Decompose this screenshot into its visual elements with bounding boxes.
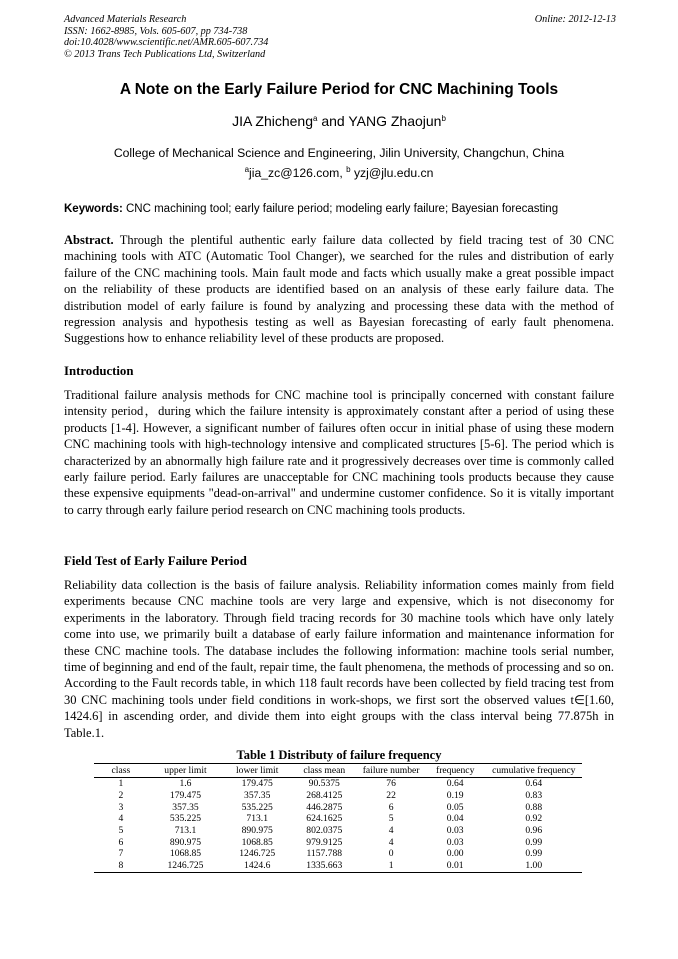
table-cell: 0.04 <box>446 813 464 825</box>
table-cell: 802.0375 <box>306 825 343 837</box>
email-b-sup: b <box>346 165 351 174</box>
table-cell: 890.975 <box>169 836 202 848</box>
table-cell: 0.99 <box>525 836 543 848</box>
table-caption: Table 1 Distributy of failure frequency <box>236 748 442 762</box>
col-class: class <box>94 764 148 778</box>
table-row <box>94 825 582 837</box>
table-row <box>94 790 582 802</box>
table-cell: 713.1 <box>174 825 197 837</box>
abstract-label: Abstract. <box>64 233 114 247</box>
table-cell: 0.01 <box>425 860 486 872</box>
table-cell: 2 <box>118 790 124 802</box>
keywords-text: CNC machining tool; early failure period; modeling early failure; Bayesian forecasting <box>122 203 559 215</box>
journal-name: Advanced Materials Research <box>64 14 187 25</box>
table-cell: 0.64 <box>446 778 464 790</box>
table-row <box>94 860 582 872</box>
table-row <box>94 813 582 825</box>
email-line <box>0 166 678 180</box>
table-cell: 890.975 <box>241 825 273 837</box>
table-cell: 4 <box>388 825 394 837</box>
table-cell: 5 <box>388 813 394 825</box>
col-cumulative-frequency: cumulative frequency <box>486 764 582 778</box>
table-cell: 1068.85 <box>169 848 202 860</box>
table-header-row <box>94 764 582 778</box>
table-cell: 1068.85 <box>241 836 273 848</box>
author-line <box>0 113 678 129</box>
table-cell: 1335.663 <box>291 860 357 872</box>
col-frequency: frequency <box>425 764 486 778</box>
author-jia-sup: a <box>313 114 318 123</box>
author-yang-sup: b <box>441 114 446 123</box>
col-upper-limit: upper limit <box>148 764 223 778</box>
keywords <box>64 203 624 215</box>
table-cell: 90.5375 <box>308 778 340 790</box>
table-cell: 0.00 <box>446 848 464 860</box>
table-cell: 0.99 <box>525 848 543 860</box>
col-class-mean: class mean <box>291 764 357 778</box>
table-cell: 535.225 <box>169 813 202 825</box>
table-cell: 624.1625 <box>306 813 343 825</box>
table-cell: 7 <box>118 848 124 860</box>
table-cell: 1246.725 <box>239 848 276 860</box>
table-cell: 1246.725 <box>148 860 223 872</box>
table-cell: 1.00 <box>486 860 582 872</box>
table-cell: 0.83 <box>525 790 543 802</box>
table-cell: 8 <box>94 860 148 872</box>
table-cell: 76 <box>386 778 396 790</box>
author-and: and <box>317 113 349 129</box>
table-cell: 357.35 <box>244 790 271 802</box>
journal-header <box>64 14 616 60</box>
introduction-paragraph: Traditional failure analysis methods for CNC machine tool is principally concerned with constant failure intensity period，during which the failure intensity is approximately constant after a period of using these products [1-4]. However, a significant number of failures often occur in initial phase of using these modern CNC machining tools with high-technology intensive and complicated structures [5-6]. The period which is characterized by an abnormally high failure rate and it progressively decreases over time is commonly called early failure period. Early failures are unacceptable for CNC machining tools products because they cause these expensive equipments "dead-on-arrival" and undermine customer confidence. So it is vitally important to carry through early failure period research on CNC machining tools products. <box>64 388 614 517</box>
field-test-paragraph: Reliability data collection is the basis of failure analysis. Reliability information comes mainly from field experiments because CNC machine tools are very large and expensive, which is not diseconomy for experiments in the laboratory. Through field tracing records for 30 machine tools which have only lately come into use, we primarily built a database of early failure information and maintenance information for these CNC machine tools. The database includes the following information: machine tools serial number, time of beginning and end of the fault, repair time, the fault phenomena, the methods of processing and so on. According to the Fault records table, in which 118 fault records have been collected by field tracing test from 30 CNC machining tools under field conditions in work-shops, we first sort the observed values t∈[1.60, 1424.6] in ascending order, and divide them into eight groups with the class interval being 77.875h in Table.1. <box>64 578 614 740</box>
table-cell: 5 <box>118 825 124 837</box>
table-cell: 0.96 <box>525 825 543 837</box>
table-cell: 0 <box>388 848 394 860</box>
table-cell: 1424.6 <box>223 860 291 872</box>
table-cell: 0.19 <box>446 790 464 802</box>
table-cell: 713.1 <box>246 813 268 825</box>
paper-title: A Note on the Early Failure Period for CNC Machining Tools <box>119 81 559 98</box>
table-cell: 1 <box>118 778 124 790</box>
affiliation: College of Mechanical Science and Engineering, Jilin University, Changchun, China <box>113 146 565 160</box>
table-cell: 6 <box>388 801 394 813</box>
journal-issn: ISSN: 1662-8985, Vols. 605-607, pp 734-738 <box>64 25 248 37</box>
failure-frequency-table <box>94 763 582 873</box>
table-cell: 6 <box>118 836 124 848</box>
table-cell: 1157.788 <box>306 848 343 860</box>
table-cell: 0.92 <box>525 813 543 825</box>
table-row <box>94 836 582 848</box>
field-test-heading: Field Test of Early Failure Period <box>64 554 247 568</box>
table-cell: 3 <box>118 801 124 813</box>
email-a-sup: a <box>244 165 250 174</box>
table-cell: 0.88 <box>525 801 543 813</box>
table-cell: 179.475 <box>241 778 273 790</box>
author-yang: YANG Zhaojun <box>348 113 442 129</box>
table-cell: 4 <box>118 813 124 825</box>
table-cell: 268.4125 <box>306 790 343 802</box>
introduction-heading: Introduction <box>64 364 134 378</box>
table-cell: 979.9125 <box>306 836 343 848</box>
abstract-text: Through the plentiful authentic early failure data collected by field tracing test of 30 CNC machining tools with ATC (Automatic Tool Changer), we searched for the rules and distribution of early failure of the CNC machining tools. Main fault mode and facts which usually make a great possible impact on the reliability of these products are identified based on an analysis of these early failure data. The distribution model of early failure is found by analyzing and processing these data with the method of regression analysis and hypothesis testing as well as Bayesian forecasting of early fault phenomena. Suggestions how to enhance reliability level of these products are proposed. <box>64 233 614 346</box>
table-cell: 1.6 <box>179 778 192 790</box>
email-a: jia_zc@126.com, <box>249 166 347 180</box>
table-cell: 535.225 <box>241 801 273 813</box>
table-cell: 1 <box>357 860 425 872</box>
table-cell: 0.64 <box>525 778 543 790</box>
table-cell: 446.2875 <box>306 801 343 813</box>
table-cell: 0.03 <box>446 825 464 837</box>
abstract <box>64 232 614 347</box>
journal-doi: doi:10.4028/www.scientific.net/AMR.605-607.734 <box>64 37 269 49</box>
table-cell: 0.05 <box>446 801 464 813</box>
table-cell: 179.475 <box>169 790 202 802</box>
email-b: yzj@jlu.edu.cn <box>350 166 434 180</box>
author-jia: JIA Zhicheng <box>232 113 313 129</box>
keywords-label: Keywords: <box>64 203 123 215</box>
col-failure-number: failure number <box>357 764 425 778</box>
table-cell: 4 <box>388 836 394 848</box>
table-cell: 22 <box>386 790 396 802</box>
table-cell: 357.35 <box>172 801 199 813</box>
online-date: Online: 2012-12-13 <box>534 14 616 25</box>
journal-copyright: © 2013 Trans Tech Publications Ltd, Switzerland <box>64 48 266 60</box>
table-row <box>94 778 582 790</box>
table-cell: 0.03 <box>446 836 464 848</box>
col-lower-limit: lower limit <box>223 764 291 778</box>
table-row <box>94 801 582 813</box>
table-row <box>94 848 582 860</box>
